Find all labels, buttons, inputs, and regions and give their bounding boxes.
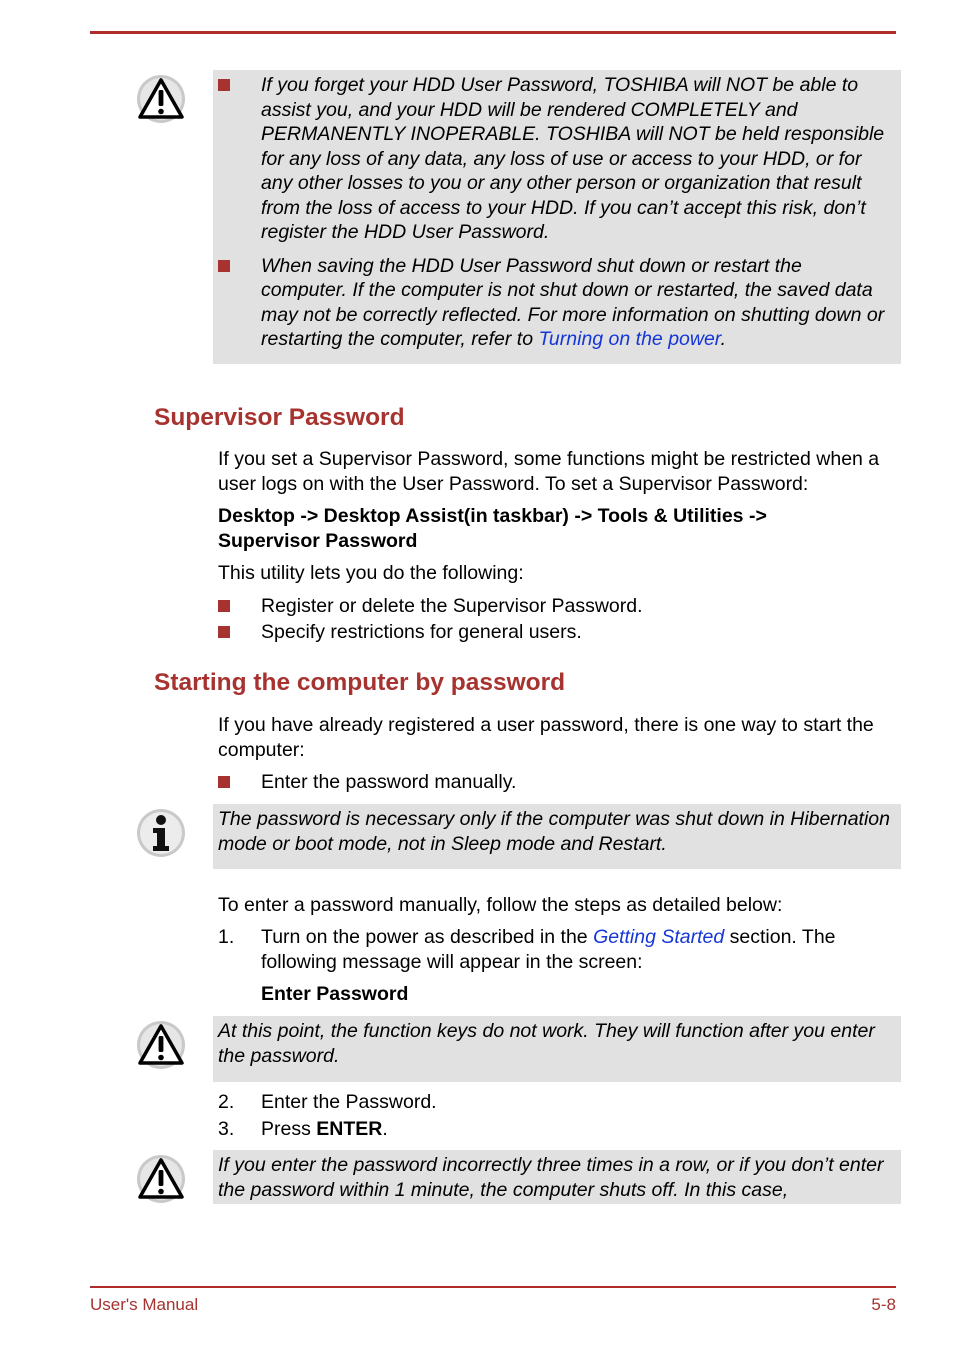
list-item: Enter the password manually. xyxy=(218,770,898,795)
step-number: 1. xyxy=(218,926,235,948)
note-text: At this point, the function keys do not work. They will function after you enter the password. xyxy=(218,1020,875,1067)
steps-lead: To enter a password manually, follow the steps as detailed below: xyxy=(218,894,783,916)
turning-on-power-link[interactable]: Turning on the power xyxy=(538,328,721,350)
list-item: Register or delete the Supervisor Password. xyxy=(218,594,898,619)
warning-note xyxy=(213,1150,901,1204)
list-item: Specify restrictions for general users. xyxy=(218,620,898,645)
info-note xyxy=(213,804,901,869)
getting-started-link[interactable]: Getting Started xyxy=(593,926,725,948)
step-item xyxy=(218,1090,898,1115)
info-icon xyxy=(136,808,186,858)
bullet-marker xyxy=(218,79,230,91)
step-item xyxy=(218,925,898,974)
section-heading-supervisor: Supervisor Password xyxy=(154,404,405,431)
bullet-marker xyxy=(218,776,230,788)
bullet-marker xyxy=(218,260,230,272)
header-rule xyxy=(90,31,896,34)
section-heading-starting: Starting the computer by password xyxy=(154,669,566,696)
step-text: Turn on the power as described in the Getting Started section. The following message will appear in the screen: xyxy=(261,926,836,973)
note-text: If you enter the password incorrectly three times in a row, or if you don’t enter the password within 1 minute, the computer shuts off. In this case, xyxy=(218,1154,884,1201)
supervisor-path: Desktop -> Desktop Assist(in taskbar) -> Tools & Utilities -> Supervisor Password xyxy=(218,505,767,552)
warning-icon xyxy=(136,74,186,124)
step-item xyxy=(218,1117,898,1142)
page-number: 5-8 xyxy=(871,1295,896,1314)
starting-intro: If you have already registered a user password, there is one way to start the computer: xyxy=(218,714,874,761)
warning-note xyxy=(213,70,901,364)
warning-icon xyxy=(136,1020,186,1070)
step-text: Press ENTER. xyxy=(261,1118,388,1140)
warning-icon xyxy=(136,1154,186,1204)
footer-rule xyxy=(90,1286,896,1288)
note-bullet xyxy=(218,73,891,245)
step-number: 3. xyxy=(218,1118,235,1140)
note-bullet xyxy=(218,254,891,352)
supervisor-intro: If you set a Supervisor Password, some functions might be restricted when a user logs on with the User Password. To set a Supervisor Password: xyxy=(218,448,880,495)
screen-message: Enter Password xyxy=(261,983,409,1005)
note-text: The password is necessary only if the computer was shut down in Hibernation mode or boot mode, not in Sleep mode and Restart. xyxy=(218,808,890,855)
step-number: 2. xyxy=(218,1091,235,1113)
bullet-marker xyxy=(218,600,230,612)
enter-key: ENTER xyxy=(316,1118,383,1140)
warning-note xyxy=(213,1016,901,1082)
note-text: If you forget your HDD User Password, TOSHIBA will NOT be able to assist you, and your HDD will be rendered COMPLETELY and PERMANENTLY INOPERABLE. TOSHIBA will NOT be held responsible for any loss of any data, any loss of use or access to your HDD, or for any other losses to you or any other person or organization that result from the loss of access to your HDD. If you can’t accept this risk, don’t register the HDD User Password. xyxy=(261,74,885,243)
supervisor-lead: This utility lets you do the following: xyxy=(218,562,524,584)
note-text: When saving the HDD User Password shut down or restart the computer. If the computer is not shut down or restarted, the saved data may not be correctly reflected. For more information on shutting down or restarting the computer, refer to Turning on the power. xyxy=(261,254,885,350)
footer-title: User's Manual xyxy=(90,1295,199,1314)
step-text: Enter the Password. xyxy=(261,1091,437,1113)
bullet-marker xyxy=(218,626,230,638)
